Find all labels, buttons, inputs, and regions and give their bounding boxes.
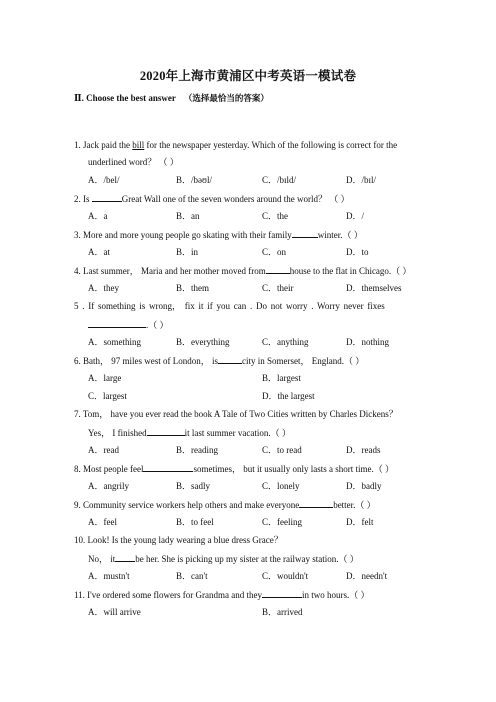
question-3-option-B[interactable]: B．in bbox=[176, 247, 199, 257]
question-9-option-D[interactable]: D．felt bbox=[346, 517, 374, 527]
answer-blank[interactable] bbox=[88, 318, 146, 328]
question-1-option-D[interactable]: D．/bɪl/ bbox=[346, 175, 377, 185]
question-7-line-2 bbox=[88, 426, 291, 439]
question-3-option-A[interactable]: A．at bbox=[88, 247, 110, 257]
question-10-option-D[interactable]: D．needn't bbox=[346, 571, 388, 581]
question-10-option-C[interactable]: C．wouldn't bbox=[262, 571, 309, 581]
question-text: 8. Most people feel bbox=[74, 464, 144, 474]
question-1-line-1 bbox=[74, 139, 422, 151]
question-text: be her. She is picking up my sister at the railway station.（ ） bbox=[135, 554, 359, 564]
question-5-option-A[interactable]: A．something bbox=[88, 337, 141, 347]
question-7-option-C[interactable]: C．to read bbox=[262, 445, 302, 455]
question-text: sometimes， but it usually only lasts a short time.（ ） bbox=[193, 464, 394, 474]
question-9-option-C[interactable]: C．feeling bbox=[262, 517, 302, 527]
question-9-line-1 bbox=[74, 498, 376, 511]
question-text: winter.（ ） bbox=[317, 230, 363, 240]
question-text: Yes， I finished bbox=[88, 428, 147, 438]
question-text: 10. Look! Is the young lady wearing a blue dress Grace？ bbox=[74, 535, 283, 545]
question-3-option-C[interactable]: C．on bbox=[262, 247, 287, 257]
question-11-line-1 bbox=[74, 588, 370, 601]
question-5-option-C[interactable]: C．anything bbox=[262, 337, 309, 347]
question-text: house to the flat in Chicago.（ ） bbox=[289, 266, 412, 276]
answer-blank[interactable] bbox=[262, 588, 302, 598]
question-1-option-C[interactable]: C．/bɪld/ bbox=[262, 175, 297, 185]
question-6-option-D[interactable]: D．the largest bbox=[262, 391, 315, 401]
question-text: in two hours.（ ） bbox=[301, 590, 370, 600]
question-8-option-A[interactable]: A．angrily bbox=[88, 481, 129, 491]
question-text: 9. Community service workers help others and make everyone bbox=[74, 500, 300, 510]
section-label: Ⅱ. Choose the best answer bbox=[74, 93, 176, 103]
question-text: better.（ ） bbox=[333, 500, 376, 510]
question-text: city in Somerset， England.（ ） bbox=[242, 356, 365, 366]
answer-blank[interactable] bbox=[266, 264, 290, 274]
question-2-line-1 bbox=[74, 192, 350, 205]
question-11-option-A[interactable]: A．will arrive bbox=[88, 607, 141, 617]
answer-blank[interactable] bbox=[143, 462, 193, 472]
question-8-option-C[interactable]: C．lonely bbox=[262, 481, 300, 491]
section-note: （选择最恰当的答案） bbox=[183, 93, 269, 103]
question-2-option-D[interactable]: D．/ bbox=[346, 211, 365, 221]
answer-blank[interactable] bbox=[147, 426, 185, 436]
exam-title: 2020年上海市黄浦区中考英语一模试卷 bbox=[139, 69, 357, 83]
question-10-option-A[interactable]: A．mustn't bbox=[88, 571, 130, 581]
answer-blank[interactable] bbox=[299, 498, 333, 508]
question-text: it last summer vacation.（ ） bbox=[184, 428, 291, 438]
question-text: 7. Tom， have you ever read the book A Tale of Two Cities written by Charles Dickens？ bbox=[74, 409, 398, 419]
question-9-option-A[interactable]: A．feel bbox=[88, 517, 117, 527]
question-8-option-D[interactable]: D．badly bbox=[346, 481, 382, 491]
question-4-line-1 bbox=[74, 264, 411, 277]
question-6-option-A[interactable]: A．large bbox=[88, 373, 122, 383]
question-7-option-D[interactable]: D．reads bbox=[346, 445, 381, 455]
question-text: 11. I've ordered some flowers for Grandma and they bbox=[74, 590, 262, 600]
question-5-line-1 bbox=[74, 300, 422, 312]
question-text: Great Wall one of the seven wonders around the world？ （ ） bbox=[121, 194, 350, 204]
question-text: 5 . If something is wrong， fix it if you can . Do not worry . Worry never fixes bbox=[74, 301, 385, 311]
question-10-line-2 bbox=[88, 552, 359, 565]
question-4-option-D[interactable]: D．themselves bbox=[346, 283, 402, 293]
question-10-line-1 bbox=[74, 534, 283, 546]
underlined-word: bill bbox=[132, 140, 145, 150]
question-11-option-B[interactable]: B．arrived bbox=[262, 607, 303, 617]
question-8-line-1 bbox=[74, 462, 394, 475]
question-3-line-1 bbox=[74, 228, 363, 241]
question-7-option-A[interactable]: A．read bbox=[88, 445, 119, 455]
question-4-option-C[interactable]: C．their bbox=[262, 283, 294, 293]
question-8-option-B[interactable]: B．sadly bbox=[176, 481, 211, 491]
question-1-option-A[interactable]: A．/bel/ bbox=[88, 175, 120, 185]
question-10-option-B[interactable]: B．can't bbox=[176, 571, 208, 581]
question-text: .（ ） bbox=[146, 320, 169, 330]
question-text: 2. Is bbox=[74, 194, 92, 204]
question-6-line-1 bbox=[74, 354, 364, 367]
answer-blank[interactable] bbox=[115, 552, 135, 562]
question-3-option-D[interactable]: D．to bbox=[346, 247, 369, 257]
question-1-line-2 bbox=[88, 156, 179, 168]
question-5-option-D[interactable]: D．nothing bbox=[346, 337, 390, 347]
question-2-option-C[interactable]: C．the bbox=[262, 211, 288, 221]
question-6-option-C[interactable]: C．largest bbox=[88, 391, 127, 401]
question-5-line-2 bbox=[88, 318, 169, 331]
question-2-option-B[interactable]: B．an bbox=[176, 211, 200, 221]
answer-blank[interactable] bbox=[218, 354, 242, 364]
question-text: underlined word？ （ ） bbox=[88, 157, 179, 167]
question-4-option-A[interactable]: A．they bbox=[88, 283, 119, 293]
question-text: for the newspaper yesterday. Which of the following is correct for the bbox=[144, 140, 398, 150]
question-text: 1. Jack paid the bbox=[74, 140, 133, 150]
answer-blank[interactable] bbox=[92, 192, 122, 202]
question-text: 6. Bath， 97 miles west of London， is bbox=[74, 356, 218, 366]
section-heading bbox=[74, 92, 269, 104]
answer-blank[interactable] bbox=[292, 228, 318, 238]
question-1-option-B[interactable]: B．/bəʊl/ bbox=[176, 175, 212, 185]
question-text: 3. More and more young people go skating with their family bbox=[74, 230, 292, 240]
question-5-option-B[interactable]: B．everything bbox=[176, 337, 230, 347]
question-2-option-A[interactable]: A．a bbox=[88, 211, 108, 221]
question-6-option-B[interactable]: B．largest bbox=[262, 373, 301, 383]
question-text: 4. Last summer， Maria and her mother moved from bbox=[74, 266, 266, 276]
question-7-line-1 bbox=[74, 408, 398, 420]
question-text: No， it bbox=[88, 554, 116, 564]
question-9-option-B[interactable]: B．to feel bbox=[176, 517, 214, 527]
question-4-option-B[interactable]: B．them bbox=[176, 283, 209, 293]
question-7-option-B[interactable]: B．reading bbox=[176, 445, 218, 455]
